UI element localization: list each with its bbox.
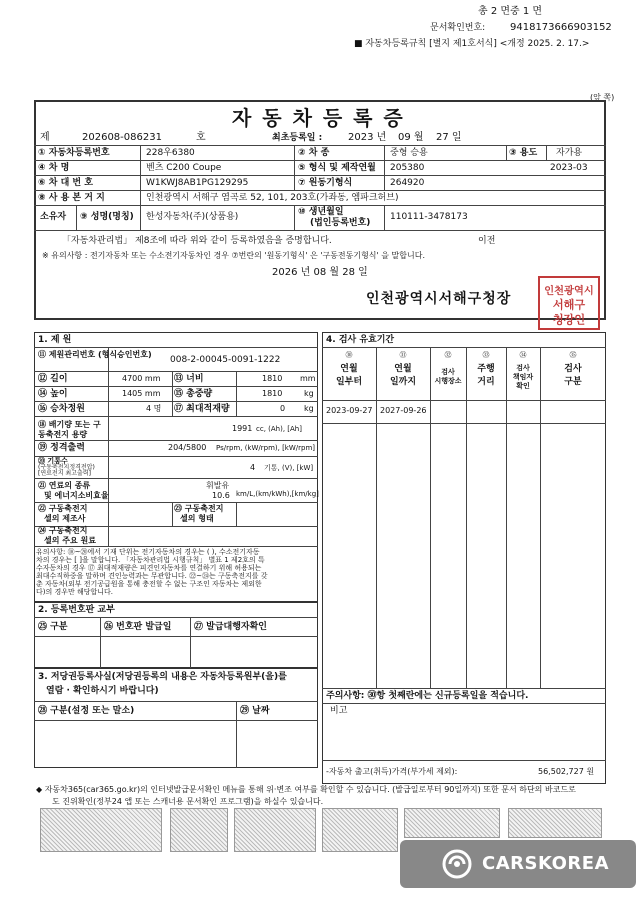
- mortgage-section-title-2: 열람 · 확인하시기 바랍니다): [46, 686, 159, 696]
- reg-no-value: 228우6380: [146, 148, 195, 158]
- battery-shape-label: ㉓ 구동축전지: [174, 504, 224, 513]
- base-location-value: 인천광역시 서해구 염곡로 52, 101, 203호(가좌동, 엠파크허브): [146, 193, 399, 203]
- fuel-type-value: 휘발유: [206, 481, 230, 490]
- owner-name-label: ⑨ 성명(명칭): [80, 212, 134, 222]
- price-value: 56,502,727 원: [538, 767, 595, 776]
- inspection-row-from: 2023-09-27: [326, 406, 373, 415]
- header-text: 연월 일부터: [335, 364, 363, 387]
- vin-label: ⑥ 차 대 번 호: [38, 178, 93, 188]
- vehicle-type-label: ② 차 종: [298, 148, 330, 158]
- security-barcode: [404, 808, 500, 838]
- vin-value: W1KWJ8AB1PG129295: [146, 178, 249, 188]
- inspection-notice: 주의사항: ㉚항 첫째란에는 신규등록일을 적습니다.: [326, 691, 529, 701]
- max-load-unit: kg: [304, 404, 314, 413]
- owner-id-label-2: (법인등록번호): [310, 218, 371, 228]
- header-text: 검사 책임자 확인: [512, 364, 534, 390]
- carskorea-logo-icon: [440, 847, 474, 881]
- owner-name-value: 한성자동차(주)(상품용): [146, 212, 239, 222]
- law-statement: 「자동차관리법」 제8조에 따라 위와 같이 등록하였음을 증명합니다.: [62, 236, 332, 246]
- header-text: 연월 일까지: [389, 364, 417, 387]
- width-value: 1810: [262, 374, 283, 383]
- displacement-unit: cc, (Ah), [Ah]: [256, 425, 302, 433]
- svg-text:청장인: 청장인: [552, 313, 586, 327]
- mortgage-date-header: ㉙ 날짜: [240, 706, 270, 716]
- battery-shape-label-2: 셀의 형태: [180, 514, 214, 523]
- mortgage-section-title: 3. 저당권등록사실(저당권등록의 내용은 자동차등록원부(을)를: [38, 672, 287, 682]
- displacement-label: ⑱ 배기량 또는 구동축전지 용량: [38, 420, 101, 439]
- footer-verification-note: ◆ 자동차365(car365.go.kr)의 인터넷발급문서확인 메뉴를 통해 위·변조 여부를 확인할 수 있습니다. (발급일로부터 90일까지) 또한 문서 하단의 바코드로: [36, 785, 576, 794]
- length-label: ⑫ 길이: [38, 374, 68, 384]
- seats-label: ⑯ 승차정원: [38, 404, 85, 414]
- issuing-office: 인천광역시서해구청장: [366, 291, 512, 307]
- remarks-label: 비고: [330, 706, 348, 716]
- power-label: ⑲ 정격출력: [38, 443, 85, 453]
- inspection-header-from: [322, 350, 376, 389]
- inspection-header-type: [540, 350, 606, 389]
- first-registration-month: 09 월: [398, 132, 424, 143]
- security-barcode: [508, 808, 602, 838]
- gross-weight-value: 1810: [262, 389, 283, 398]
- width-unit: mm: [300, 374, 316, 383]
- height-label: ⑭ 높이: [38, 389, 68, 399]
- vehicle-name-label: ④ 차 명: [38, 163, 70, 173]
- fuel-label: ㉑ 연료의 종류: [38, 481, 91, 490]
- cylinders-label-3: [연료전지 최고출력]: [38, 470, 91, 477]
- footer-verification-note-2: 도 진위확인(정부24 앱 또는 스캐너용 문서확인 프로그램)을 하실수 있습니다.: [52, 797, 324, 806]
- caution-line: 차의 경우는 [ ]을 말합니다. 「자동차관리법 시행규칙」 별표 1 제2호의 특: [36, 556, 265, 564]
- plate-agent-header: ㉗ 발급대행자확인: [194, 622, 267, 632]
- header-num: ㉞: [519, 351, 527, 359]
- gross-weight-label: ⑮ 총중량: [174, 389, 213, 399]
- caution-line: 다)의 경우만 해당합니다.: [36, 588, 114, 596]
- plate-section-title: 2. 등록번호판 교부: [38, 605, 115, 615]
- owner-id-label: ⑩ 생년월일: [298, 207, 344, 217]
- cert-no-suffix: 호: [196, 132, 206, 143]
- reg-no-label: ① 자동차등록번호: [38, 148, 110, 158]
- svg-text:서해구: 서해구: [552, 298, 586, 312]
- cert-no-value: 008-2-00045-0091-1222: [170, 355, 281, 365]
- ev-note: ※ 유의사항 : 전기자동차 또는 수소전기자동차인 경우 ⑦번란의 '원동기형식' 은 '구동전동기형식' 을 말합니다.: [42, 251, 425, 260]
- owner-label: 소유자: [40, 212, 67, 222]
- price-label: -자동차 출고(취득)가격(부가세 제외):: [326, 767, 458, 776]
- battery-maker-label: ㉒ 구동축전지: [38, 504, 88, 513]
- inspection-section-title: 4. 검사 유효기간: [326, 335, 395, 345]
- inspection-header-place: [430, 350, 466, 386]
- carskorea-watermark: [400, 840, 636, 888]
- model-value: 205380: [390, 163, 425, 173]
- security-barcode: [40, 808, 162, 852]
- issue-date: 2026 년 08 월 28 일: [272, 267, 368, 278]
- cylinders-unit: 기통, (V), [kW]: [264, 464, 314, 472]
- mortgage-type-header: ㉘ 구분(설정 또는 말소): [38, 706, 135, 716]
- header-num: ㉜: [444, 351, 452, 359]
- fuel-efficiency-unit: km/L,(km/kWh),[km/kg]: [236, 490, 319, 498]
- use-label: ③ 용도: [509, 148, 538, 158]
- plate-date-header: ㉖ 번호판 발급일: [104, 622, 172, 632]
- security-barcode: [170, 808, 228, 852]
- max-load-label: ⑰ 최대적재량: [174, 404, 230, 414]
- inspection-header-mileage: [466, 350, 506, 389]
- front-side-label: (앞 쪽): [590, 93, 615, 102]
- engine-type-value: 264920: [390, 178, 425, 188]
- battery-material-label: ㉔ 구동축전지: [38, 526, 88, 535]
- vehicle-type-value: 중형 승용: [390, 148, 428, 158]
- width-label: ⑬ 너비: [174, 374, 204, 384]
- displacement-value: 1991: [232, 424, 253, 433]
- use-value: 자가용: [556, 148, 583, 158]
- first-registration-label: 최초등록일 :: [272, 133, 323, 143]
- regulation-caption: ■ 자동차등록규칙 [별지 제1호서식] <개정 2025. 2. 17.>: [354, 39, 590, 49]
- fuel-efficiency-value: 10.6: [212, 491, 230, 500]
- svg-text:인천광역시: 인천광역시: [544, 284, 594, 297]
- caution-line: 춘 자동차(외부 전기공급원을 통해 충전할 수 없는 구조인 자동차는 제외한: [36, 580, 262, 588]
- carskorea-brand: CARSKOREA: [482, 853, 609, 874]
- length-value: 4700 mm: [122, 374, 161, 383]
- document-title: 자 동 차 등 록 증: [232, 106, 405, 130]
- plate-type-header: ㉕ 구분: [38, 622, 68, 632]
- official-seal: [538, 276, 600, 330]
- mortgage-section: [34, 668, 318, 768]
- battery-maker-label-2: 셀의 제조사: [44, 514, 86, 523]
- cylinders-value: 4: [250, 463, 256, 472]
- spec-caution: [36, 549, 318, 596]
- header-num: ㉝: [482, 351, 490, 359]
- base-location-label: ⑧ 사 용 본 거 지: [38, 193, 105, 203]
- seats-value: 4 명: [146, 404, 162, 413]
- header-num: ㉚: [345, 351, 353, 359]
- header-text: 검사 구분: [564, 364, 582, 387]
- security-barcode: [322, 808, 398, 852]
- vehicle-name-value: 벤츠 C200 Coupe: [146, 163, 222, 173]
- cylinders-label: ⑳ 기통수: [38, 457, 68, 465]
- cert-no-label: ⑪ 제원관리번호 (형식승인번호): [38, 350, 152, 359]
- inspection-row-to: 2027-09-26: [380, 406, 427, 415]
- model-date-value: 2023-03: [550, 163, 588, 173]
- engine-type-label: ⑦ 원동기형식: [298, 178, 353, 188]
- height-value: 1405 mm: [122, 389, 161, 398]
- issue-number: 9418173666903152: [510, 22, 612, 33]
- gross-weight-unit: kg: [304, 389, 314, 398]
- cert-number: 202608-086231: [82, 132, 162, 143]
- caution-line: 수자동차의 경우 ⑰ 최대적재량은 피견인자동차를 연결하기 위해 허용되는: [36, 564, 262, 572]
- owner-id-value: 110111-3478173: [390, 212, 468, 222]
- transfer-label: 이전: [478, 236, 496, 246]
- fuel-label-2: 및 에너지소비효율: [44, 491, 109, 500]
- max-load-value: 0: [280, 404, 286, 413]
- first-registration-day: 27 일: [436, 132, 462, 143]
- header-text: 주행 거리: [477, 364, 495, 387]
- caution-line: 최대수직하중을 말하며 견인능력과는 무관합니다. ㉒~㉔는 구동축전지를 갖: [36, 572, 268, 580]
- header-num: ㉟: [569, 351, 577, 359]
- seal-icon: [542, 280, 596, 330]
- first-registration-year: 2023 년: [348, 132, 387, 143]
- model-label: ⑤ 형식 및 제작연월: [298, 163, 376, 173]
- cylinders-label-2: (구동축전지정격전압): [38, 464, 95, 471]
- power-value: 204/5800: [168, 443, 207, 452]
- security-barcode: [234, 808, 316, 852]
- caution-line: 유의사항: ⑱~⑳에서 기재 단위는 전기자동차의 경우는 ( ), 수소전기자동: [36, 548, 260, 556]
- header-num: ㉛: [399, 351, 407, 359]
- power-unit: Ps/rpm, (kW/rpm), [kW/rpm]: [216, 444, 316, 452]
- inspection-header-to: [376, 350, 430, 389]
- spec-section-title: 1. 제 원: [38, 335, 72, 345]
- battery-material-label-2: 셀의 주요 원료: [44, 536, 96, 545]
- inspection-header-inspector: [506, 350, 540, 391]
- header-text: 검사 시행장소: [434, 368, 462, 385]
- cert-no-prefix: 제: [40, 132, 50, 143]
- issue-number-label: 문서확인번호:: [430, 23, 486, 33]
- page-count: 총 2 면중 1 면: [478, 6, 543, 17]
